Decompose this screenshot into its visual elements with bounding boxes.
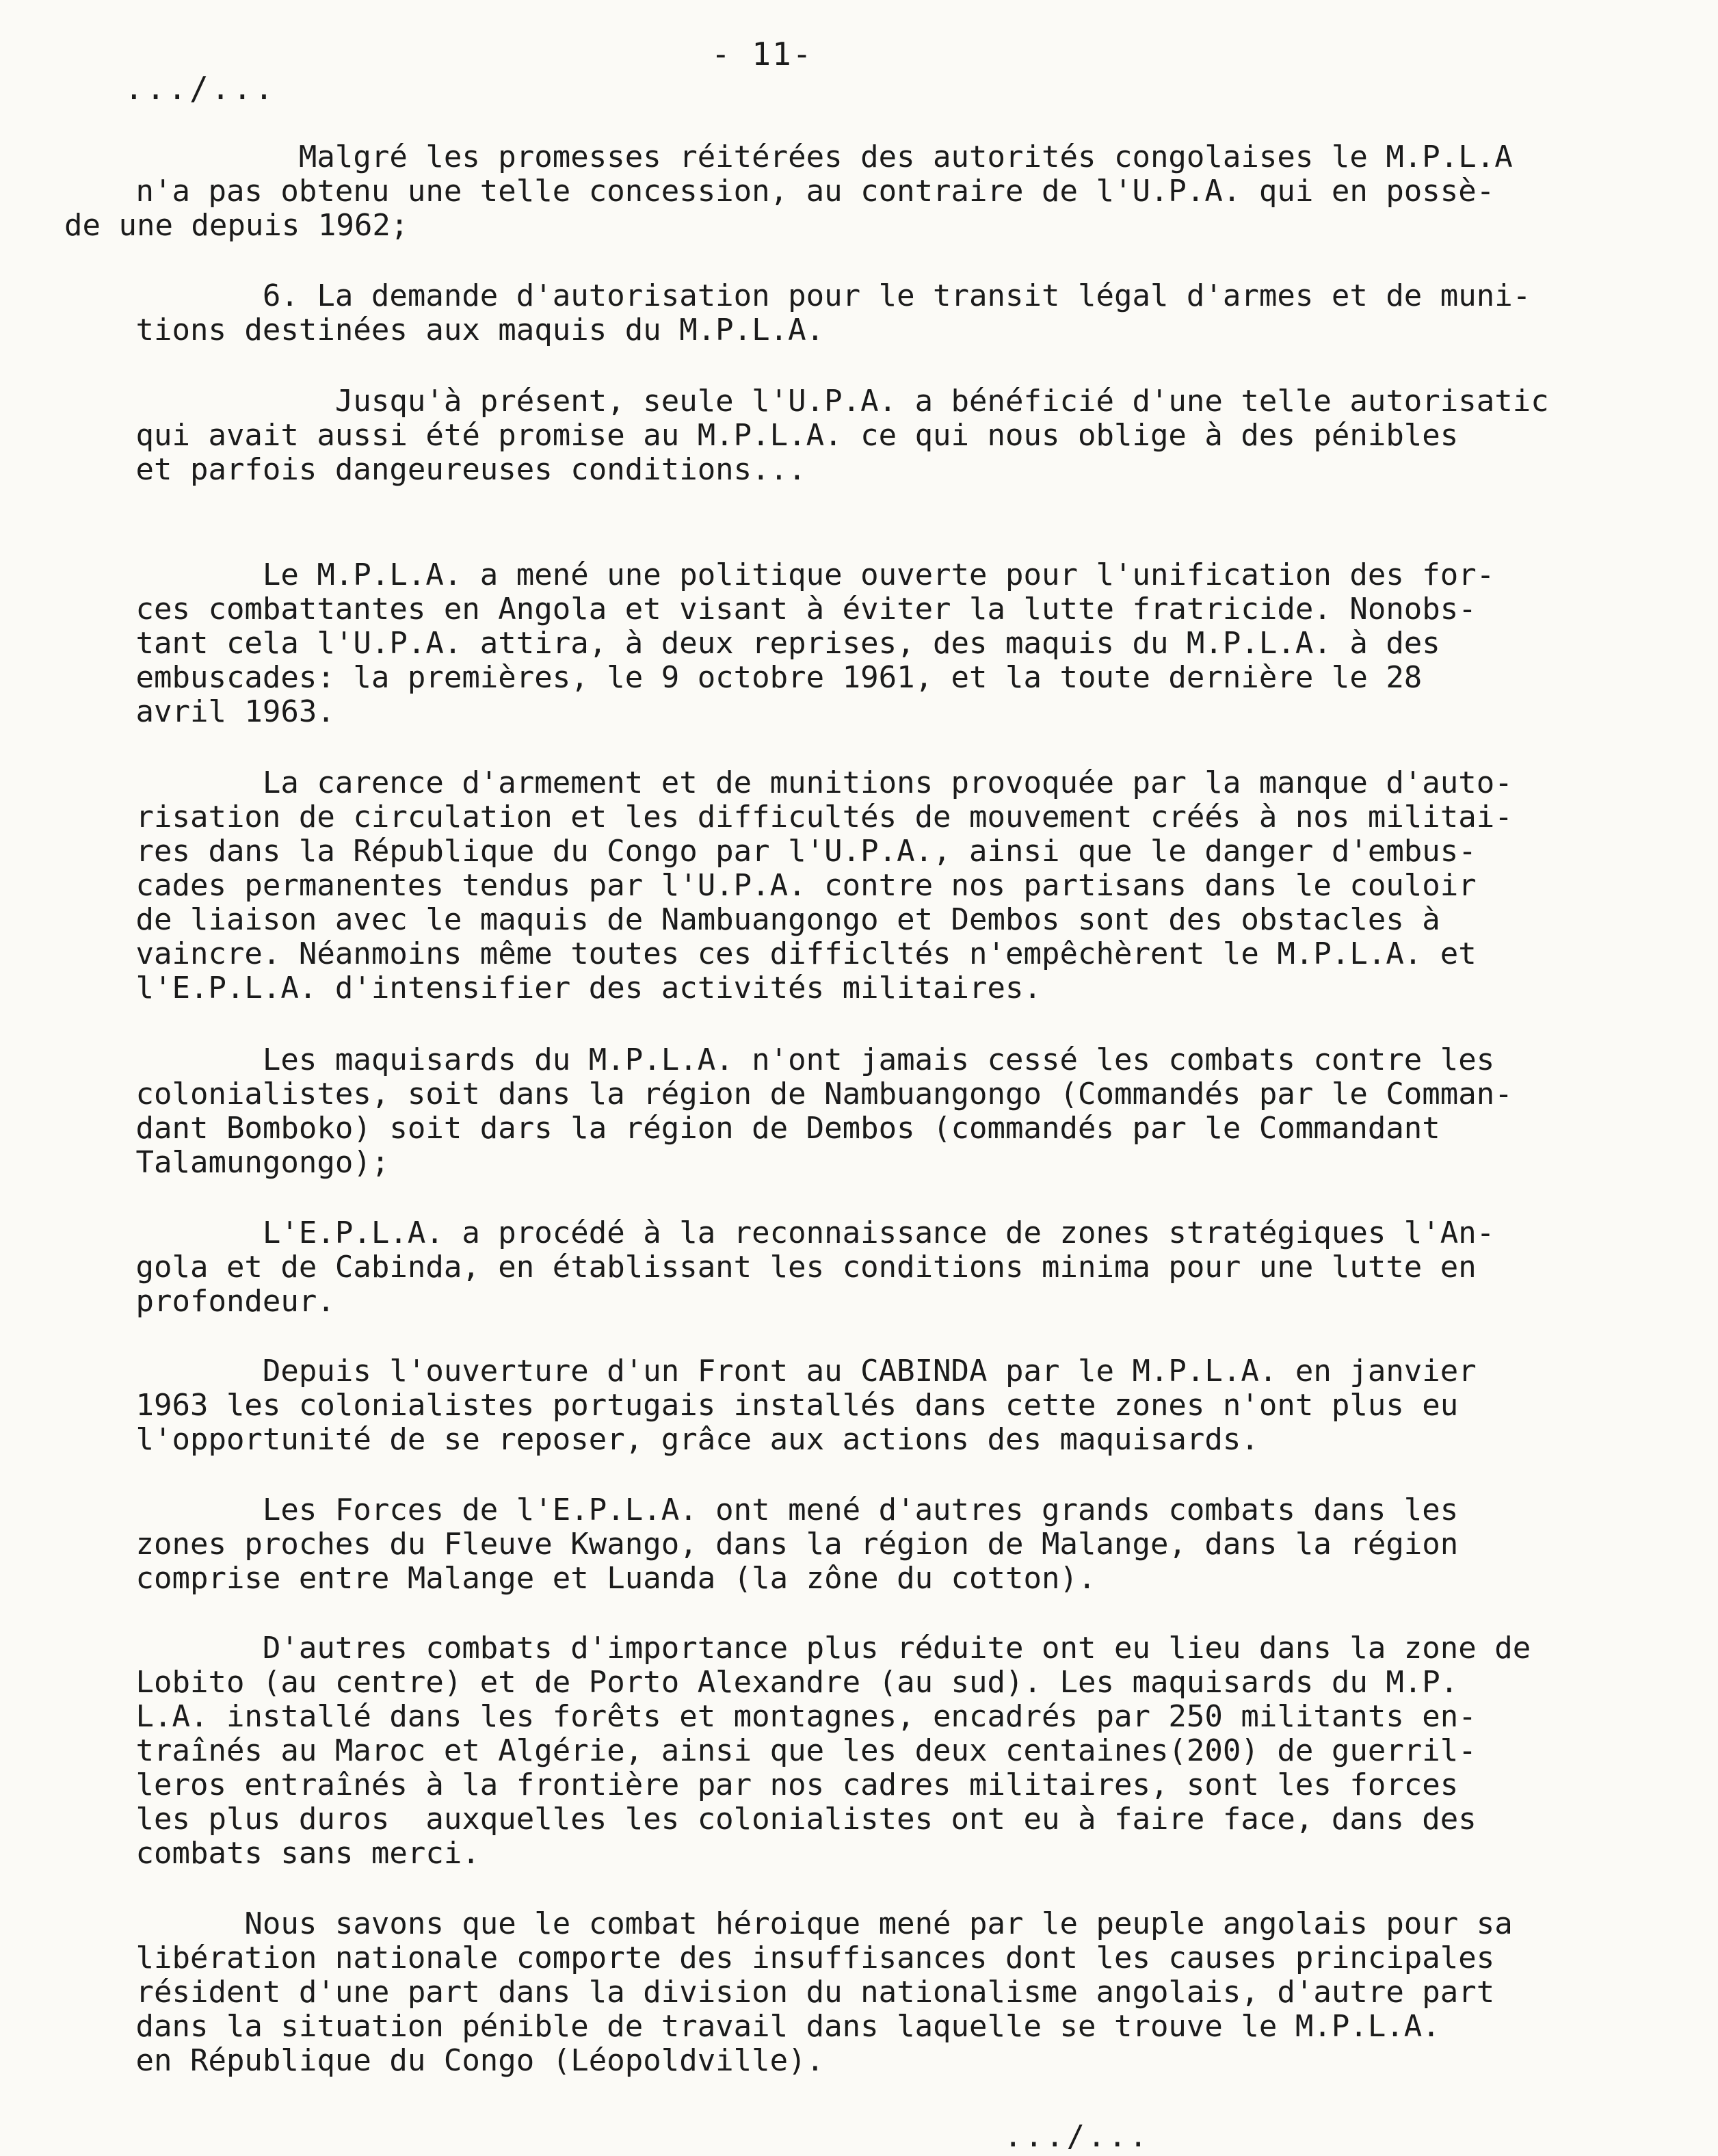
text-line: profondeur. [118, 1284, 335, 1319]
text-line: combats sans merci. [118, 1836, 480, 1871]
text-line: L.A. installé dans les forêts et montagnes, encadrés par 250 militants en- [118, 1699, 1477, 1734]
text-line: de liaison avec le maquis de Nambuangongo et Dembos sont des obstacles à [118, 902, 1440, 937]
paragraph-carence-armement [118, 766, 1663, 1005]
continuation-marker-top: .../... [124, 70, 276, 107]
text-line: ces combattantes en Angola et visant à éviter la lutte fratricide. Nonobs- [118, 592, 1477, 627]
paragraph-reconnaissance [118, 1216, 1663, 1319]
text-line: vaincre. Néanmoins même toutes ces difficltés n'empêchèrent le M.P.L.A. et [118, 936, 1477, 971]
text-line: résident d'une part dans la division du nationalisme angolais, d'autre part [118, 1975, 1495, 2010]
paragraph-demande-autorisation [118, 279, 1663, 347]
text-line: n'a pas obtenu une telle concession, au contraire de l'U.P.A. qui en possè- [118, 174, 1495, 209]
text-line: La carence d'armement et de munitions provoquée par la manque d'auto- [118, 765, 1513, 800]
paragraph-maquisards-combats [118, 1043, 1663, 1180]
text-line: Jusqu'à présent, seule l'U.P.A. a bénéficié d'une telle autorisatic [118, 384, 1549, 419]
text-line: et parfois dangeureuses conditions... [118, 452, 806, 487]
paragraph-jusqua-present [118, 384, 1663, 487]
text-line: traînés au Maroc et Algérie, ainsi que les deux centaines(200) de guerril- [118, 1733, 1477, 1768]
text-line: avril 1963. [118, 694, 335, 729]
paragraph-front-cabinda [118, 1354, 1663, 1457]
continuation-marker-bottom: .../... [1004, 2119, 1150, 2154]
paragraph-autres-combats [118, 1631, 1663, 1871]
text-line: zones proches du Fleuve Kwango, dans la région de Malange, dans la région [118, 1527, 1459, 1562]
text-line: tions destinées aux maquis du M.P.L.A. [118, 313, 825, 347]
text-line: cades permanentes tendus par l'U.P.A. contre nos partisans dans le couloir [118, 868, 1477, 903]
text-line: Malgré les promesses réitérées des autorités congolaises le M.P.L.A [118, 140, 1513, 174]
text-line: L'E.P.L.A. a procédé à la reconnaissance de zones stratégiques l'An- [118, 1215, 1495, 1250]
text-line: Depuis l'ouverture d'un Front au CABINDA par le M.P.L.A. en janvier [118, 1354, 1477, 1389]
text-line: dant Bomboko) soit dars la région de Dembos (commandés par le Commandant [118, 1111, 1440, 1146]
paragraph-politique-ouverte [118, 558, 1663, 729]
text-line: Le M.P.L.A. a mené une politique ouverte pour l'unification des for- [118, 557, 1495, 592]
text-line: libération nationale comporte des insuffisances dont les causes principales [118, 1941, 1495, 1975]
text-line: de une depuis 1962; [64, 208, 409, 243]
text-line: D'autres combats d'importance plus réduite ont eu lieu dans la zone de [118, 1631, 1531, 1666]
text-line: res dans la République du Congo par l'U.P.A., ainsi que le danger d'embus- [118, 834, 1477, 869]
text-line: l'opportunité de se reposer, grâce aux actions des maquisards. [118, 1422, 1259, 1457]
paragraph-combat-heroique [118, 1907, 1663, 2078]
text-line: 6. La demande d'autorisation pour le transit légal d'armes et de muni- [118, 278, 1531, 313]
text-line: les plus duros auxquelles les colonialistes ont eu à faire face, dans des [118, 1802, 1477, 1837]
paragraph-forces-epla [118, 1493, 1663, 1596]
text-line: Nous savons que le combat héroique mené par le peuple angolais pour sa [118, 1906, 1513, 1941]
text-line: comprise entre Malange et Luanda (la zône du cotton). [118, 1561, 1096, 1596]
text-line: Lobito (au centre) et de Porto Alexandre (au sud). Les maquisards du M.P. [118, 1665, 1459, 1700]
text-line: embuscades: la premières, le 9 octobre 1961, et la toute dernière le 28 [118, 660, 1423, 695]
text-line: tant cela l'U.P.A. attira, à deux reprises, des maquis du M.P.L.A. à des [118, 626, 1440, 661]
text-line: qui avait aussi été promise au M.P.L.A. ce qui nous oblige à des pénibles [118, 418, 1459, 453]
text-line: l'E.P.L.A. d'intensifier des activités militaires. [118, 971, 1042, 1005]
text-line: Talamungongo); [118, 1145, 390, 1180]
text-line: leros entraînés à la frontière par nos cadres militaires, sont les forces [118, 1767, 1459, 1802]
page-number: - 11- [711, 36, 813, 73]
text-line: gola et de Cabinda, en établissant les conditions minima pour une lutte en [118, 1250, 1477, 1285]
text-line: Les maquisards du M.P.L.A. n'ont jamais cessé les combats contre les [118, 1042, 1495, 1077]
text-line: risation de circulation et les difficultés de mouvement créés à nos militai- [118, 800, 1513, 834]
text-line: dans la situation pénible de travail dans laquelle se trouve le M.P.L.A. [118, 2009, 1440, 2044]
paragraph-promesses [64, 140, 1663, 243]
text-line: colonialistes, soit dans la région de Nambuangongo (Commandés par le Comman- [118, 1077, 1513, 1112]
text-line: en République du Congo (Léopoldville). [118, 2043, 825, 2078]
text-line: Les Forces de l'E.P.L.A. ont mené d'autres grands combats dans les [118, 1493, 1459, 1527]
text-line: 1963 les colonialistes portugais installés dans cette zones n'ont plus eu [118, 1388, 1459, 1423]
